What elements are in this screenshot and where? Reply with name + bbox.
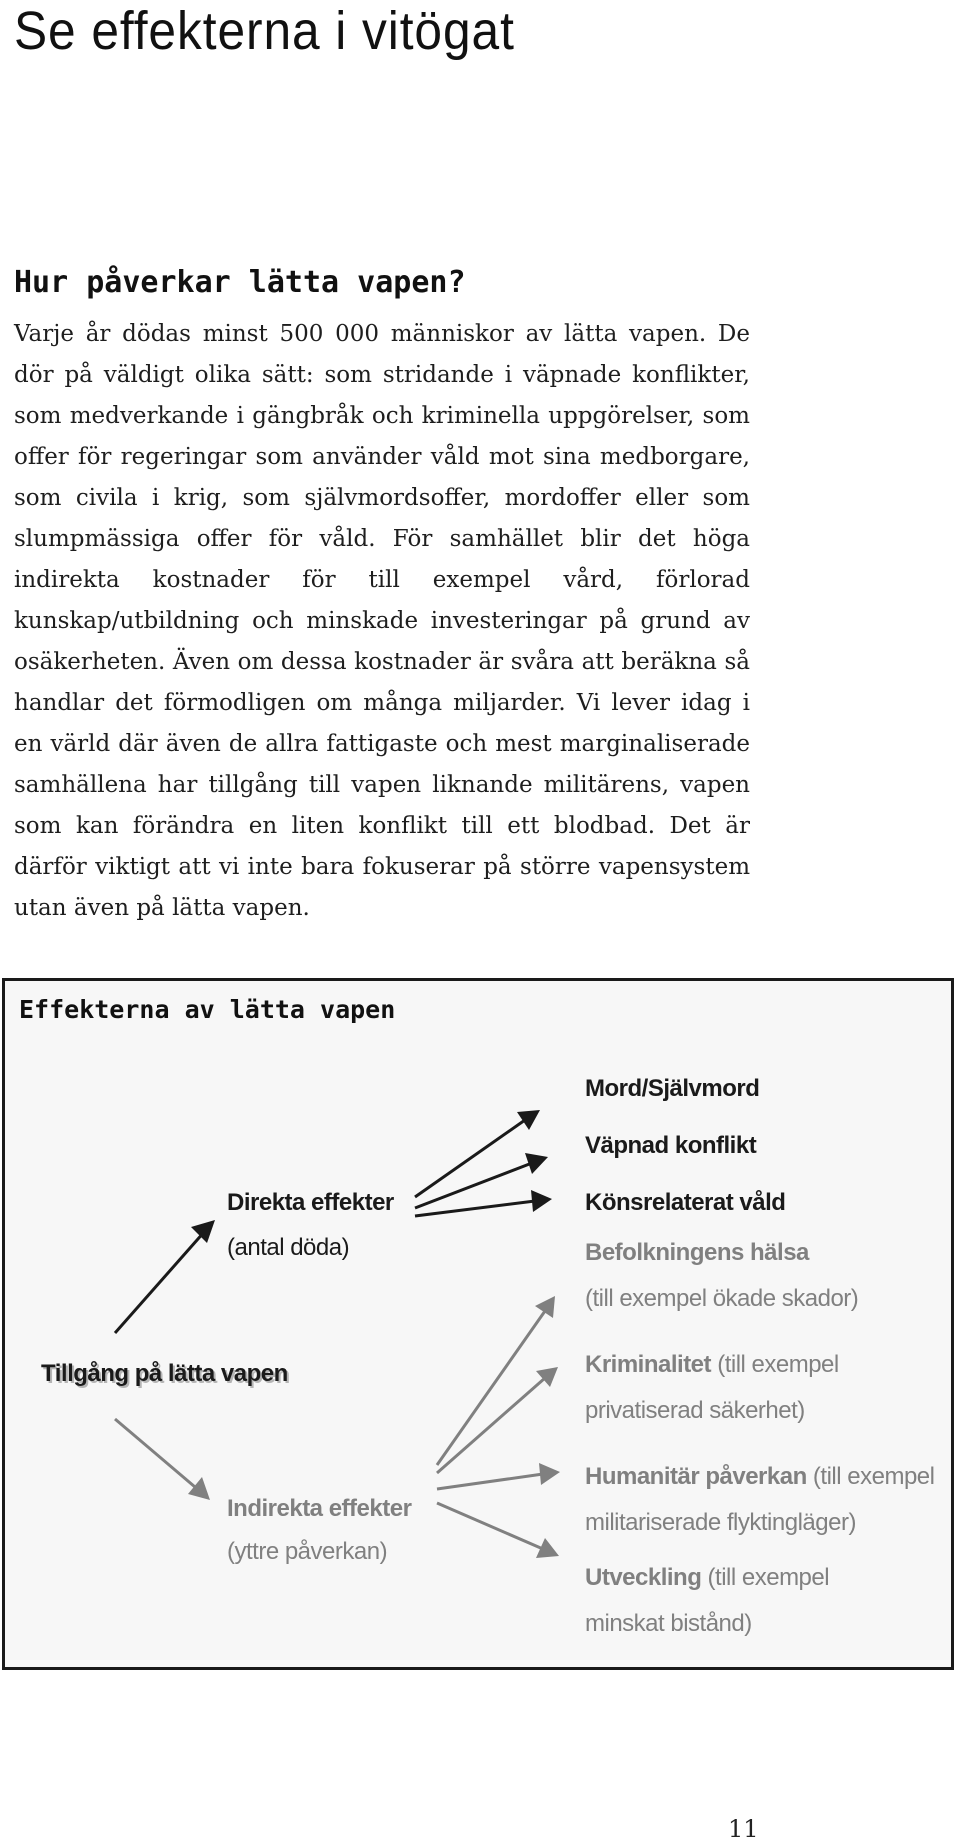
outcome-gender-violence: Könsrelaterat våld <box>585 1189 786 1216</box>
arrowhead-indirect-to-humanitarian <box>539 1463 560 1485</box>
source-label: Tillgång på lätta vapen <box>41 1360 288 1387</box>
arrowhead-source-to-indirect <box>188 1477 210 1500</box>
arrow-indirect-to-development <box>437 1503 543 1549</box>
direct-effects-sub: (antal döda) <box>227 1234 350 1261</box>
arrowhead-direct-to-murder <box>517 1110 540 1130</box>
page-title: Se effekterna i vitögat <box>14 1 515 61</box>
outcome-armed-conflict: Väpnad konflikt <box>585 1132 757 1159</box>
outcome-development: Utveckling (till exempel minskat bistånd) <box>585 1564 830 1637</box>
outcome-crime: Kriminalitet (till exempel privatiserad säkerhet) <box>585 1351 839 1424</box>
indirect-effects-sub: (yttre påverkan) <box>227 1538 388 1565</box>
section-body: Varje år dödas minst 500 000 människor av lätta vapen. De dör på väldigt olika sätt: som stridande i väpnade konflikter, som medverkande i gängbråk och kriminella uppgörelser, som offer för regeringar som använder våld mot sina medborgare, som civila i krig, som självmordsoffer, mordoffer eller som slumpmässiga offer för våld. För samhället blir det höga indirekta kostnader för till exempel vård, förlorad kunskap/utbildning och minskade investeringar på grund av osäkerheten. Även om dessa kostnader är svåra att beräkna så handlar det förmodligen om många miljarder. Vi lever idag i en värld där även de allra fattigaste och mest marginaliserade samhällena har tillgång till vapen liknande militärens, vapen som kan förändra en liten konflikt till ett blodbad. Det är därför viktigt att vi inte bara fokuserar på större vapensystem utan även på lätta vapen. <box>14 321 750 921</box>
outcome-murder-suicide: Mord/Självmord <box>585 1075 760 1102</box>
outcome-public-health-title: Befolkningens hälsa <box>585 1239 809 1266</box>
indirect-effects-label: Indirekta effekter <box>227 1495 412 1522</box>
arrow-indirect-to-health <box>437 1311 545 1465</box>
arrowhead-indirect-to-health <box>535 1296 555 1318</box>
direct-effects-label: Direkta effekter <box>227 1189 394 1216</box>
effects-figure <box>2 978 954 1670</box>
section-heading: Hur påverkar lätta vapen? <box>14 265 466 300</box>
outcome-public-health: Befolkningens hälsa (till exempel ökade skador) <box>585 1239 859 1312</box>
arrow-source-to-indirect <box>115 1419 195 1487</box>
arrow-source-to-direct <box>115 1231 205 1333</box>
arrow-indirect-to-crime <box>437 1378 545 1473</box>
figure-title: Effekterna av lätta vapen <box>19 995 396 1024</box>
outcome-humanitarian-title: Humanitär påverkan <box>585 1463 807 1490</box>
outcome-development-title: Utveckling <box>585 1564 702 1591</box>
outcome-crime-title: Kriminalitet <box>585 1351 712 1378</box>
outcome-humanitarian: Humanitär påverkan (till exempel militariserade flyktingläger) <box>585 1463 935 1536</box>
arrow-direct-to-gender <box>415 1201 535 1216</box>
arrowhead-direct-to-gender <box>531 1190 552 1212</box>
page-number: 11 <box>728 1815 759 1843</box>
arrowhead-source-to-direct <box>191 1220 215 1243</box>
arrow-indirect-to-humanitarian <box>437 1474 543 1489</box>
